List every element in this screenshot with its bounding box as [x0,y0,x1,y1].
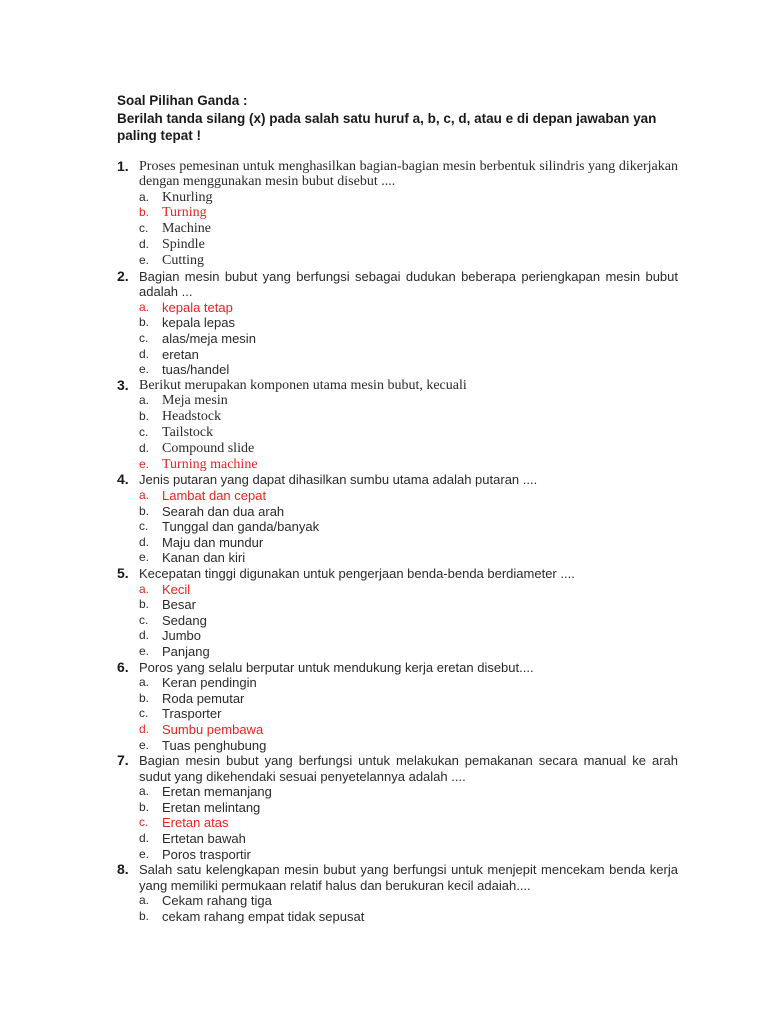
question-text: Poros yang selalu berputar untuk mendukung kerja eretan disebut.... [139,659,534,675]
answer-option-correct [139,582,678,598]
option-letter: b. [139,799,150,814]
option-letter: b. [139,503,150,518]
answer-option-correct [139,488,678,504]
answer-option [139,847,678,863]
option-text: Eretan memanjang [162,784,272,800]
answer-option [139,237,678,253]
option-letter: a. [139,189,150,204]
answer-option [139,628,678,644]
option-letter: d. [139,440,150,455]
question-item [117,269,678,378]
option-letter: a. [139,581,150,596]
answer-option [139,362,678,378]
option-text: Cutting [162,252,205,268]
option-letter: d. [139,237,150,252]
option-text: Eretan melintang [162,799,261,815]
option-letter: e. [139,643,150,658]
answer-option [139,347,678,363]
option-letter: d. [139,346,150,361]
option-text: kepala tetap [162,299,233,315]
question-text: Jenis putaran yang dapat dihasilkan sumbu utama adalah putaran .... [139,472,538,488]
question-number: 8. [117,861,129,878]
option-text: Roda pemutar [162,690,245,706]
option-text: Besar [162,597,196,613]
question-text: Proses pemesinan untuk menghasilkan bagian-bagian mesin berbentuk silindris yang dikerjakan dengan menggunakan mesin bubut disebut .... [139,158,678,190]
answer-option [139,831,678,847]
option-text: Tuas penghubung [162,737,267,753]
answer-option [139,409,678,425]
question-item [117,472,678,566]
option-text: Machine [162,221,211,237]
option-letter: e. [139,737,150,752]
option-letter: c. [139,519,149,534]
option-letter: a. [139,784,150,799]
question-item [117,660,678,754]
question-number: 5. [117,564,129,581]
section-title: Soal Pilihan Ganda : [117,93,248,108]
answer-option-correct [139,457,678,473]
answer-option [139,221,678,237]
option-text: Headstock [162,409,222,425]
answer-option [139,331,678,347]
option-letter: b. [139,205,150,220]
answer-option [139,504,678,520]
option-letter: b. [139,409,150,424]
question-item [117,753,678,862]
answer-option [139,315,678,331]
answer-option [139,535,678,551]
option-text: Poros trasportir [162,846,251,862]
answer-option [139,425,678,441]
question-number: 3. [117,376,129,393]
option-letter: b. [139,315,150,330]
option-text: Kanan dan kiri [162,550,246,566]
answer-option [139,691,678,707]
option-text: eretan [162,346,199,362]
answer-option [139,613,678,629]
question-item [117,566,678,660]
question-text: Bagian mesin bubut yang berfungsi sebagai dudukan beberapa periengkapan mesin bubut adalah ... [139,268,678,300]
answer-option [139,393,678,409]
option-text: Tailstock [162,425,214,441]
option-text: Meja mesin [162,393,228,409]
answer-option [139,909,678,925]
option-text: Eretan atas [162,815,229,831]
option-text: Ertetan bawah [162,831,246,847]
option-text: Lambat dan cepat [162,488,267,503]
option-letter: a. [139,299,150,314]
option-letter: a. [139,675,150,690]
answer-option-correct [139,722,678,738]
option-letter: e. [139,456,150,471]
question-number: 1. [117,157,129,174]
answer-option [139,441,678,457]
option-text: Jumbo [162,628,202,644]
question-number: 2. [117,267,129,284]
answer-option [139,800,678,816]
option-letter: b. [139,597,150,612]
option-letter: a. [139,488,150,502]
question-number: 6. [117,658,129,675]
answer-option [139,738,678,754]
answer-option [139,784,678,800]
answer-option [139,253,678,269]
option-text: Compound slide [162,440,255,456]
answer-option [139,519,678,535]
option-text: alas/meja mesin [162,331,256,347]
option-letter: c. [139,706,149,721]
option-letter: e. [139,362,150,377]
question-number: 4. [117,471,129,488]
option-text: Knurling [162,189,213,205]
question-list [117,159,678,925]
option-text: Sedang [162,612,207,628]
option-text: Turning machine [162,456,258,472]
option-text: tuas/handel [162,362,230,378]
answer-option-correct [139,205,678,221]
option-letter: d. [139,721,150,736]
answer-option [139,893,678,909]
option-text: Kecil [162,581,191,597]
answer-option [139,597,678,613]
question-number: 7. [117,752,129,769]
answer-option [139,550,678,566]
document-page [117,93,678,925]
question-item [117,378,678,473]
question-text: Salah satu kelengkapan mesin bubut yang berfungsi untuk menjepit mencekam benda kerja yang memiliki permukaan relatif halus dan berukuran kecil adaiah.... [139,862,678,893]
question-item [117,159,678,269]
option-text: Sumbu pembawa [162,721,264,737]
option-letter: a. [139,893,150,908]
answer-option-correct [139,300,678,316]
option-letter: d. [139,628,150,643]
option-letter: c. [139,425,149,440]
option-text: Panjang [162,643,210,659]
option-text: cekam rahang empat tidak sepusat [162,909,365,925]
option-text: Tunggal dan ganda/banyak [162,519,320,535]
question-item [117,862,678,924]
answer-option [139,706,678,722]
option-text: Searah dan dua arah [162,503,285,519]
option-letter: d. [139,534,150,549]
option-letter: c. [139,815,149,830]
option-text: Spindle [162,237,205,253]
answer-option [139,190,678,206]
option-letter: c. [139,612,149,627]
option-text: Trasporter [162,706,222,722]
option-letter: c. [139,221,149,236]
answer-option-correct [139,815,678,831]
option-letter: e. [139,252,150,267]
option-letter: b. [139,909,150,924]
option-letter: d. [139,831,150,846]
answer-option [139,644,678,660]
option-text: kepala lepas [162,315,235,331]
question-text: Berikut merupakan komponen utama mesin bubut, kecuali [139,377,467,393]
instructions: Berilah tanda silang (x) pada salah satu huruf a, b, c, d, atau e di depan jawaban yan paling tepat ! [117,110,657,143]
option-letter: c. [139,331,149,346]
option-letter: a. [139,393,150,408]
option-text: Cekam rahang tiga [162,893,272,909]
question-text: Bagian mesin bubut yang berfungsi untuk melakukan pemakanan secara manual ke arah sudut yang dikehendaki sesuai penyetelannya adalah .... [139,753,678,784]
option-letter: e. [139,846,150,861]
question-text: Kecepatan tinggi digunakan untuk pengerjaan benda-benda berdiameter .... [139,565,575,581]
option-letter: e. [139,550,150,565]
option-text: Keran pendingin [162,675,257,691]
option-text: Maju dan mundur [162,534,264,550]
answer-option [139,675,678,691]
option-text: Turning [162,205,207,221]
option-letter: b. [139,690,150,705]
